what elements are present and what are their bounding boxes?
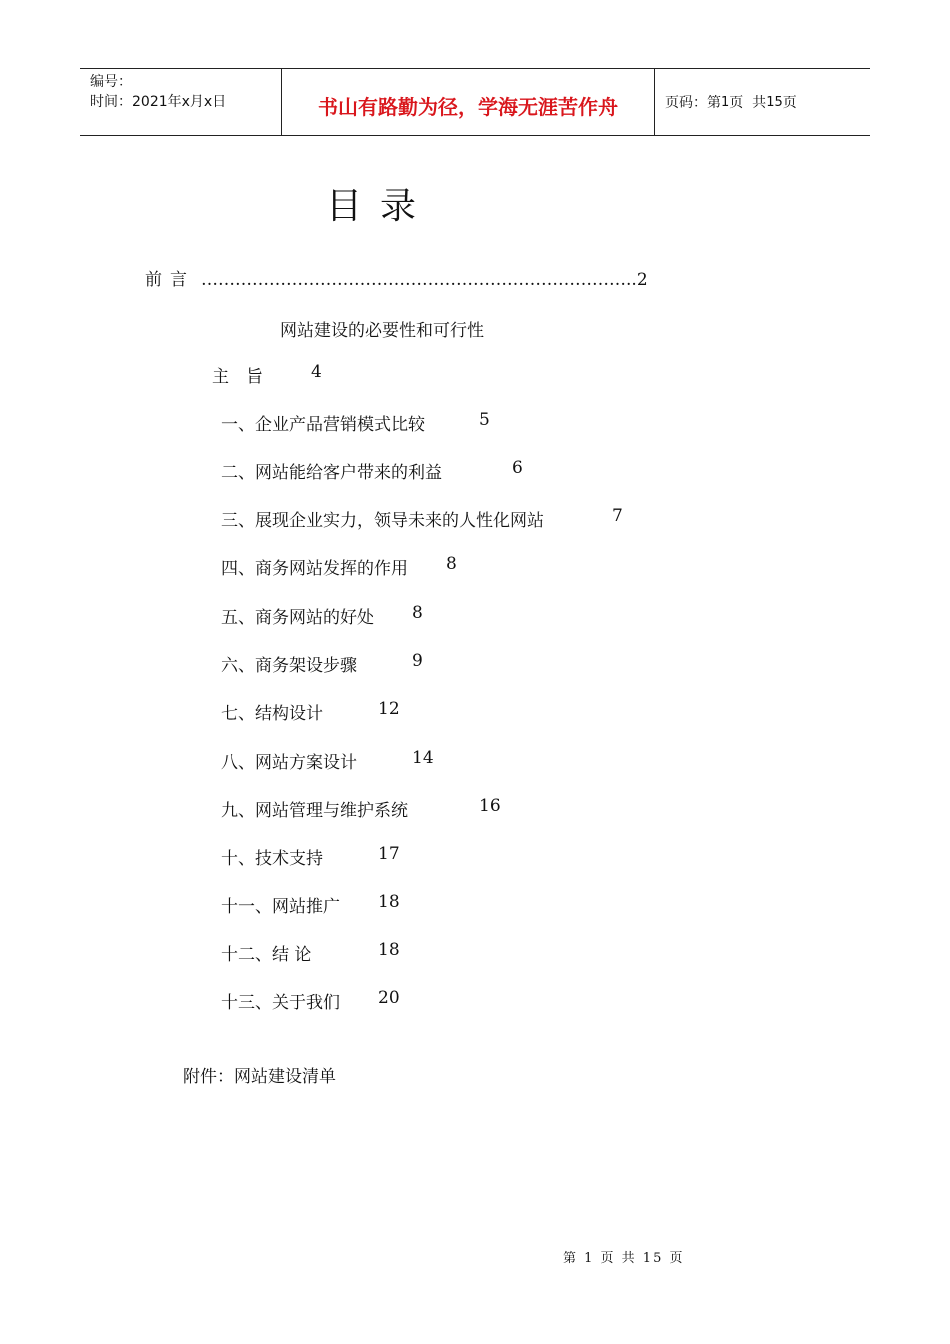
page-mid: 页 共 [729,95,767,111]
toc-entry-label: 七、结构设计 [221,704,323,724]
toc-entry-label: 三、展现企业实力，领导未来的人性化网站 [221,511,544,531]
toc-entry-page: 8 [412,603,423,623]
theme-label: 主 旨 [212,367,263,387]
header-page-info [655,69,870,135]
page-current: 1 [721,94,730,110]
toc-entry-label: 一、企业产品营销模式比较 [221,415,425,435]
header-info-cell [80,69,282,135]
toc-entry-label: 五、商务网站的好处 [221,608,374,628]
toc-entry[interactable] [221,410,509,435]
preface-page: 2 [636,270,648,290]
toc-entry[interactable] [221,844,408,869]
toc-entry-label: 八、网站方案设计 [221,753,357,773]
theme-page: 4 [311,362,322,382]
toc-entry[interactable] [221,940,408,965]
toc-entry[interactable] [221,603,442,628]
toc-entry-page: 16 [479,796,501,816]
toc-entry[interactable] [221,796,509,821]
toc-preface-line[interactable] [145,265,648,290]
toc-entry-page: 8 [446,554,457,574]
toc-entry[interactable] [221,699,408,724]
toc-entry-page: 14 [412,748,434,768]
toc-entry-label: 六、商务架设步骤 [221,656,357,676]
toc-entry-page: 9 [412,651,423,671]
toc-subtitle: 网站建设的必要性和可行性 [280,321,484,341]
toc-entry-label: 十、技术支持 [221,849,323,869]
toc-entry-page: 18 [378,892,400,912]
header-motto: 书山有路勤为径，学海无涯苦作舟 [282,69,655,135]
page-prefix: 页码：第 [665,95,721,111]
toc-entry[interactable] [221,554,476,579]
toc-entry[interactable] [221,988,408,1013]
toc-entry[interactable] [221,651,442,676]
toc-entry-label: 二、网站能给客户带来的利益 [221,463,442,483]
toc-entry[interactable] [221,748,442,773]
toc-entry-page: 6 [512,458,523,478]
toc-entry-label: 四、商务网站发挥的作用 [221,559,408,579]
page-suffix: 页 [782,95,797,111]
toc-entry-label: 九、网站管理与维护系统 [221,801,408,821]
toc-entry-label: 十二、结 论 [221,945,312,965]
page-total: 15 [766,94,783,110]
toc-entry-page: 7 [612,506,623,526]
document-number-label: 编号： [90,74,132,90]
preface-label: 前言 [145,270,195,290]
document-time-label: 时间：2021年x月x日 [90,94,227,110]
toc-entry[interactable] [221,506,642,531]
toc-appendix[interactable]: 附件：网站建设清单 [183,1067,336,1087]
toc-title: 目录 [326,186,435,227]
preface-dot-leader: ………………………………………………………………….. [201,270,637,290]
page-header [80,68,870,136]
page-footer: 第 1 页 共 15 页 [563,1251,685,1266]
toc-entry[interactable] [221,892,408,917]
toc-entry-page: 5 [479,410,490,430]
toc-entry-label: 十一、网站推广 [221,897,340,917]
toc-entry-label: 十三、关于我们 [221,993,340,1013]
toc-entry-page: 20 [378,988,400,1008]
toc-entry[interactable] [221,458,542,483]
toc-theme-line[interactable] [212,362,412,387]
toc-entry-page: 18 [378,940,400,960]
toc-entry-page: 12 [378,699,400,719]
toc-entry-page: 17 [378,844,400,864]
